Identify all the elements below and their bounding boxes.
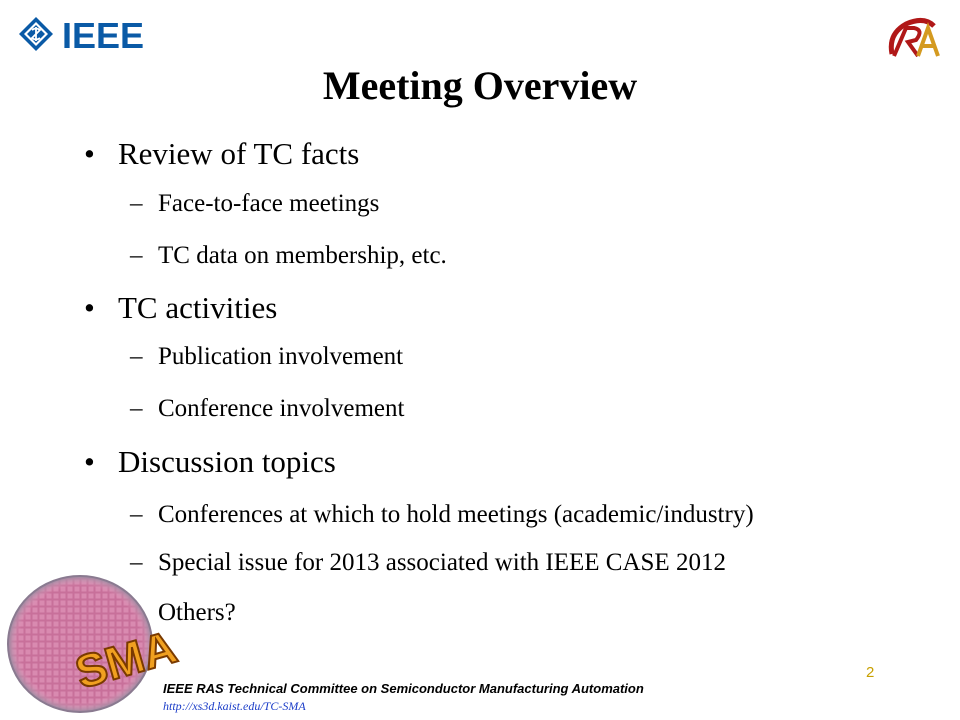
ieee-diamond-icon <box>18 16 54 52</box>
footer-committee-name: IEEE RAS Technical Committee on Semiconductor Manufacturing Automation <box>163 681 644 696</box>
sub-item <box>130 342 403 372</box>
dash-glyph: – <box>130 343 143 370</box>
sma-wafer-badge <box>4 572 183 716</box>
dash-glyph: – <box>130 395 143 422</box>
dash-glyph: – <box>130 190 143 217</box>
bullet-item <box>84 290 277 326</box>
page-number: 2 <box>866 664 875 681</box>
dash-glyph: – <box>130 501 143 528</box>
sub-item-text: TC data on membership, etc. <box>158 242 447 269</box>
sub-item <box>130 548 726 578</box>
sub-item-text: Conferences at which to hold meetings (academic/industry) <box>158 501 754 528</box>
dash-glyph: – <box>130 549 143 576</box>
ra-logo <box>884 14 944 64</box>
sub-item-text: Special issue for 2013 associated with IEEE CASE 2012 <box>158 549 726 576</box>
bullet-item <box>84 444 336 480</box>
sub-item <box>130 241 447 271</box>
sub-item <box>130 189 379 219</box>
dash-glyph: – <box>130 242 143 269</box>
bullet-glyph: • <box>84 444 95 479</box>
sub-item-text: Publication involvement <box>158 343 404 370</box>
bullet-text: Discussion topics <box>118 444 336 479</box>
bullet-text: Review of TC facts <box>118 136 360 171</box>
sub-item-text: Conference involvement <box>158 395 405 422</box>
bullet-glyph: • <box>84 290 95 325</box>
sub-item-text: Face-to-face meetings <box>158 190 380 217</box>
bullet-item <box>84 136 359 172</box>
sub-item <box>130 500 754 530</box>
ieee-wordmark: IEEE <box>62 15 145 56</box>
footer-url-link[interactable]: http://xs3d.kaist.edu/TC-SMA <box>163 699 306 713</box>
slide-title: Meeting Overview <box>322 63 638 108</box>
sub-item-text: Others? <box>158 599 236 626</box>
bullet-text: TC activities <box>118 290 278 325</box>
bullet-glyph: • <box>84 136 95 171</box>
svg-text:SMA: SMA <box>69 620 183 699</box>
ieee-logo <box>18 14 158 62</box>
sub-item <box>130 394 404 424</box>
